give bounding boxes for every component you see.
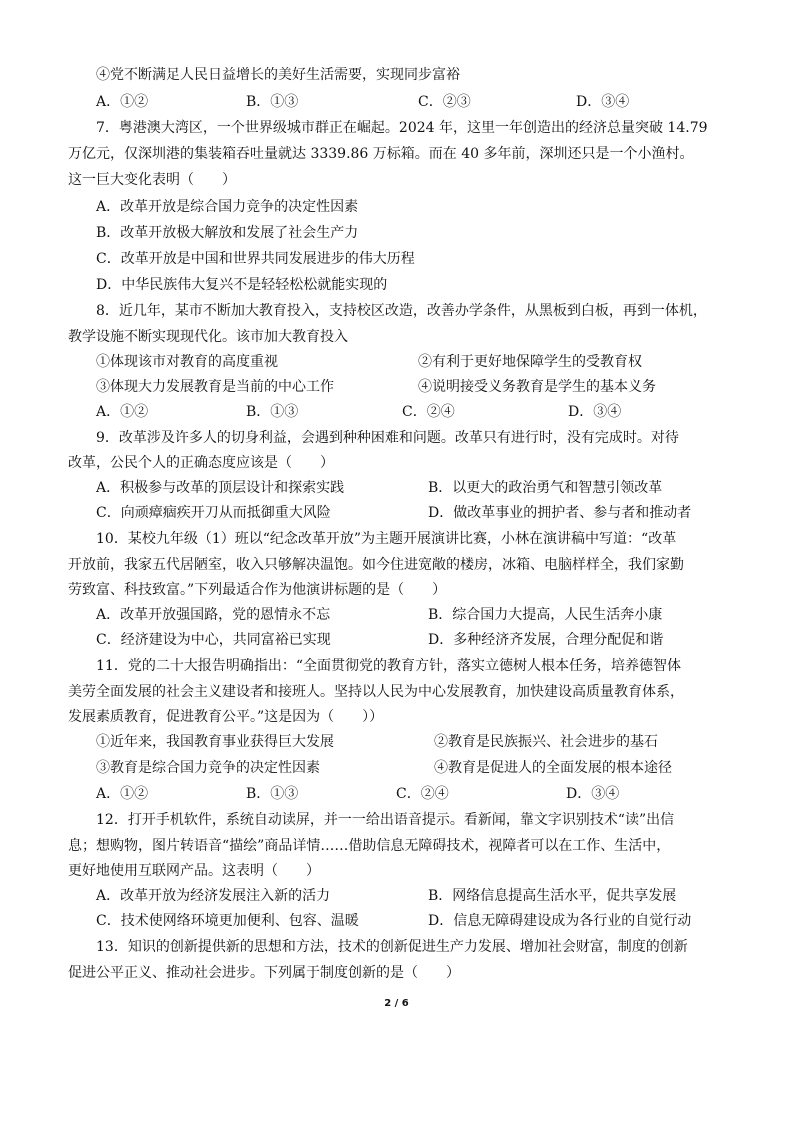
q13-stem-line-2: 促进公平正义、推动社会进步。下列属于制度创新的是（ ） <box>68 965 460 981</box>
q9-option-b: B．以更大的政治勇气和智慧引领改革 <box>428 480 663 496</box>
q8-choice-b: B．①③ <box>246 404 299 420</box>
q7-option-d: D．中华民族伟大复兴不是轻轻松松就能实现的 <box>96 277 388 293</box>
q8-item-1: ①体现该市对教育的高度重视 <box>96 354 278 370</box>
q9-option-d: D．做改革事业的拥护者、参与者和推动者 <box>428 505 692 521</box>
q7-option-c: C．改革开放是中国和世界共同发展进步的伟大历程 <box>96 251 415 267</box>
q11-stem-line-3: 发展素质教育，促进教育公平。”这是因为（ ）） <box>68 709 384 725</box>
q8-stem-line-1: 8．近几年，某市不断加大教育投入，支持校区改造，改善办学条件，从黑板到白板，再到一体机， <box>96 303 707 319</box>
q10-option-b: B．综合国力大提高，人民生活奔小康 <box>428 607 663 623</box>
q7-stem-line-2: 万亿元，仅深圳港的集装箱吞吐量就达 3339.86 万标箱。而在 40 多年前，深圳还只是一个小渔村。 <box>68 146 694 162</box>
q6-item-4: ④党不断满足人民日益增长的美好生活需要，实现同步富裕 <box>96 67 460 83</box>
q10-stem-line-1: 10．某校九年级（1）班以“纪念改革开放”为主题开展演讲比赛，小林在演讲稿中写道：“改革 <box>96 531 677 547</box>
q11-choice-a: A．①② <box>96 786 149 802</box>
q7-stem-line-1: 7．粤港澳大湾区，一个世界级城市群正在崛起。2024 年，这里一年创造出的经济总量突破 14.79 <box>96 120 708 136</box>
q11-choice-d: D．③④ <box>566 786 620 802</box>
q12-option-d: D．信息无障碍建设成为各行业的自觉行动 <box>428 913 692 929</box>
q11-item-4: ④教育是促进人的全面发展的根本途径 <box>434 760 672 776</box>
q8-item-3: ③体现大力发展教育是当前的中心工作 <box>96 379 334 395</box>
q11-choice-c: C．②④ <box>396 786 449 802</box>
q11-stem-line-1: 11．党的二十大报告明确指出：“全面贯彻党的教育方针，落实立德树人根本任务，培养德智体 <box>96 658 681 674</box>
q8-choice-c: C．②④ <box>402 404 455 420</box>
q11-item-1: ①近年来，我国教育事业获得巨大发展 <box>96 734 334 750</box>
q8-item-2: ②有利于更好地保障学生的受教育权 <box>418 354 642 370</box>
q12-stem-line-2: 息；想购物，图片转语音“描绘”商品详情……借助信息无障碍技术，视障者可以在工作、生活中， <box>68 838 671 854</box>
q12-option-b: B．网络信息提高生活水平，促共享发展 <box>428 888 677 904</box>
q10-stem-line-3: 劳致富、科技致富。”下列最适合作为他演讲标题的是（ ） <box>68 582 447 598</box>
q10-option-a: A．改革开放强国路，党的恩情永不忘 <box>96 607 331 623</box>
q13-stem-line-1: 13．知识的创新提供新的思想和方法，技术的创新促进生产力发展、增加社会财富，制度的创新 <box>96 939 688 955</box>
page-number: 2 / 6 <box>384 998 409 1009</box>
q11-choice-b: B．①③ <box>246 786 299 802</box>
q6-choice-d: D．③④ <box>576 94 630 110</box>
q6-choice-c: C．②③ <box>418 94 471 110</box>
q11-stem-line-2: 美劳全面发展的社会主义建设者和接班人。坚持以人民为中心发展教育，加快建设高质量教育体系， <box>68 684 684 700</box>
q9-option-a: A．积极参与改革的顶层设计和探索实践 <box>96 480 345 496</box>
q8-choice-d: D．③④ <box>568 404 622 420</box>
q8-item-4: ④说明接受义务教育是学生的基本义务 <box>418 379 656 395</box>
q6-choice-b: B．①③ <box>246 94 299 110</box>
q8-choice-a: A．①② <box>96 404 149 420</box>
q11-item-2: ②教育是民族振兴、社会进步的基石 <box>434 734 658 750</box>
q11-item-3: ③教育是综合国力竞争的决定性因素 <box>96 760 320 776</box>
q9-option-c: C．向顽瘴痼疾开刀从而抵御重大风险 <box>96 505 331 521</box>
q7-stem-line-3: 这一巨大变化表明（ ） <box>68 172 236 188</box>
q12-stem-line-1: 12．打开手机软件，系统自动读屏，并一一给出语音提示。看新闻，靠文字识别技术“读”出信 <box>96 812 675 828</box>
q10-option-d: D．多种经济齐发展，合理分配促和谐 <box>428 632 664 648</box>
q12-stem-line-3: 更好地使用互联网产品。这表明（ ） <box>68 863 320 879</box>
q10-option-c: C．经济建设为中心，共同富裕已实现 <box>96 632 331 648</box>
q8-stem-line-2: 教学设施不断实现现代化。该市加大教育投入 <box>68 329 348 345</box>
q10-stem-line-2: 开放前，我家五代居陋室，收入只够解决温饱。如今住进宽敞的楼房，冰箱、电脑样样全，我们家勤 <box>68 557 684 573</box>
q7-option-a: A．改革开放是综合国力竞争的决定性因素 <box>96 199 359 215</box>
q12-option-a: A．改革开放为经济发展注入新的活力 <box>96 888 331 904</box>
q12-option-c: C．技术使网络环境更加便利、包容、温暖 <box>96 913 359 929</box>
q9-stem-line-2: 改革，公民个人的正确态度应该是（ ） <box>68 455 334 471</box>
q6-choice-a: A．①② <box>96 94 149 110</box>
q9-stem-line-1: 9．改革涉及许多人的切身利益，会遇到种种困难和问题。改革只有进行时，没有完成时。对待 <box>96 430 679 446</box>
q7-option-b: B．改革开放极大解放和发展了社会生产力 <box>96 225 359 241</box>
